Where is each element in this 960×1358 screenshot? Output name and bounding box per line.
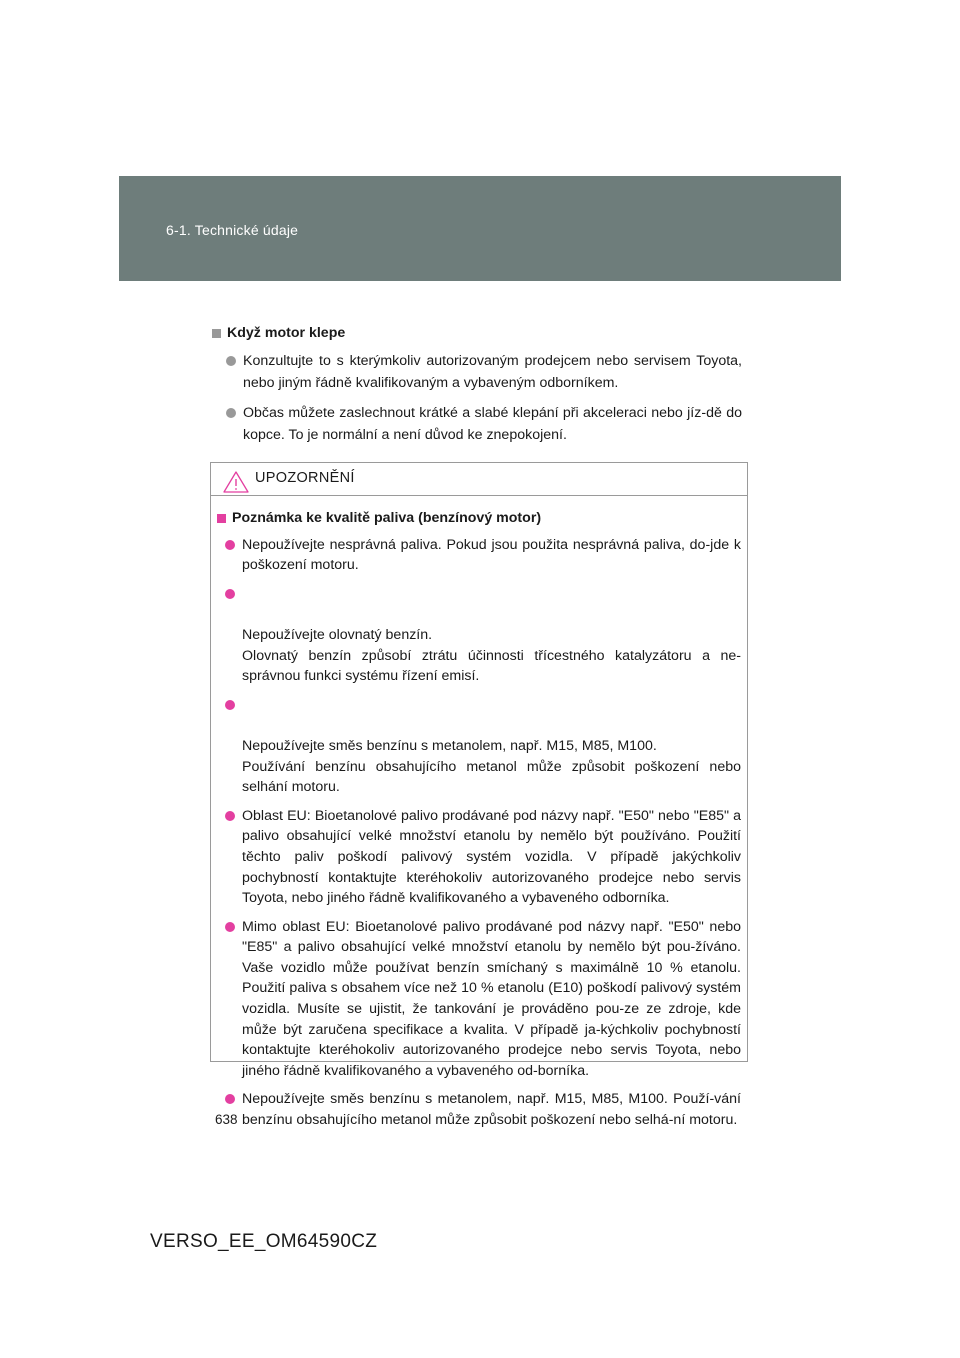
section-title: 6-1. Technické údaje: [166, 222, 299, 238]
list-item: [217, 917, 741, 1082]
circle-bullet-icon: [225, 540, 235, 550]
list-item: [217, 535, 741, 576]
list-item: [217, 1089, 741, 1130]
list-item-text: Oblast EU: Bioetanolové palivo prodávané pod názvy např. "E50" nebo "E85" a palivo obsahující velké množství etanolu by nemělo být používáno. Použití těchto paliv poškodí palivový systém vozidla. V případě jakýchkoliv pochybností kontaktujte kteréhokoliv autorizovaného prodejce nebo servis Toyota, nebo jiného řádně kvalifikovaného a vybaveného odborníka.: [242, 807, 741, 907]
circle-bullet-icon: [225, 589, 235, 599]
chapter-header: [119, 176, 841, 281]
list-item-text: Občas můžete zaslechnout krátké a slabé klepání při akceleraci nebo jíz-dě do kopce. To je normální a není důvod ke znepokojení.: [243, 405, 742, 443]
square-bullet-icon: [217, 514, 226, 523]
page-number: 638: [215, 1112, 238, 1127]
circle-bullet-icon: [225, 700, 235, 710]
warning-triangle-icon: [223, 471, 249, 493]
circle-bullet-icon: [225, 922, 235, 932]
list-item-text: Nepoužívejte směs benzínu s metanolem, např. M15, M85, M100. Používání benzínu obsahujícího metanol může způsobit poškození nebo selhání motoru.: [242, 737, 741, 796]
square-bullet-icon: [212, 329, 221, 338]
circle-bullet-icon: [225, 1094, 235, 1104]
fuel-quality-heading: [217, 508, 741, 529]
list-item-text: Mimo oblast EU: Bioetanolové palivo prodávané pod názvy např. "E50" nebo "E85" a palivo obsahující velké množství etanolu by nemělo být pou-žíváno. Vaše vozidlo může používat benzín smíchaný s maximálně 10 % etanolu. Použití paliva s obsahem více než 10 % etanolu (E10) poškodí palivový systém vozidla. Musíte se ujistit, že tankování je prováděno pou-ze ze zdroje, kde může být zaručena specifikace a kvalita. V případě ja-kýchkoliv pochybností kontaktujte kteréhokoliv autorizovaného prodejce nebo servis Toyota, nebo jiného řádně kvalifikovaného a vybaveného od-borníka.: [242, 918, 741, 1079]
list-item-text: Nepoužívejte olovnatý benzín. Olovnatý benzín způsobí ztrátu účinnosti třícestného katalyzátoru a ne-správnou funkci systému řízení emisí.: [242, 626, 741, 685]
circle-bullet-icon: [226, 356, 236, 366]
knocking-heading: [212, 322, 742, 344]
document-code: VERSO_EE_OM64590CZ: [150, 1231, 378, 1252]
circle-bullet-icon: [225, 811, 235, 821]
fuel-quality-title: Poznámka ke kvalitě paliva (benzínový motor): [232, 510, 542, 526]
caution-header: [211, 463, 747, 496]
circle-bullet-icon: [226, 408, 236, 418]
list-item-text: Nepoužívejte směs benzínu s metanolem, např. M15, M85, M100. Použí-vání benzínu obsahujícího metanol může způsobit poškození nebo selhá-ní motoru.: [242, 1091, 741, 1129]
caution-label: UPOZORNĚNÍ: [255, 470, 355, 486]
list-item: [217, 695, 741, 798]
knocking-section: [212, 322, 742, 454]
list-item-text: Nepoužívejte nesprávná paliva. Pokud jsou použita nesprávná paliva, do-jde k poškození motoru.: [242, 536, 741, 574]
knocking-title: Když motor klepe: [227, 325, 346, 341]
list-item: [212, 350, 742, 394]
list-item: [217, 584, 741, 687]
list-item-text: Konzultujte to s kterýmkoliv autorizovaným prodejcem nebo servisem Toyota, nebo jiným řádně kvalifikovaným a vybaveným odborníkem.: [243, 353, 742, 391]
list-item: [212, 402, 742, 446]
list-item: [217, 806, 741, 909]
caution-body: [211, 496, 747, 1131]
